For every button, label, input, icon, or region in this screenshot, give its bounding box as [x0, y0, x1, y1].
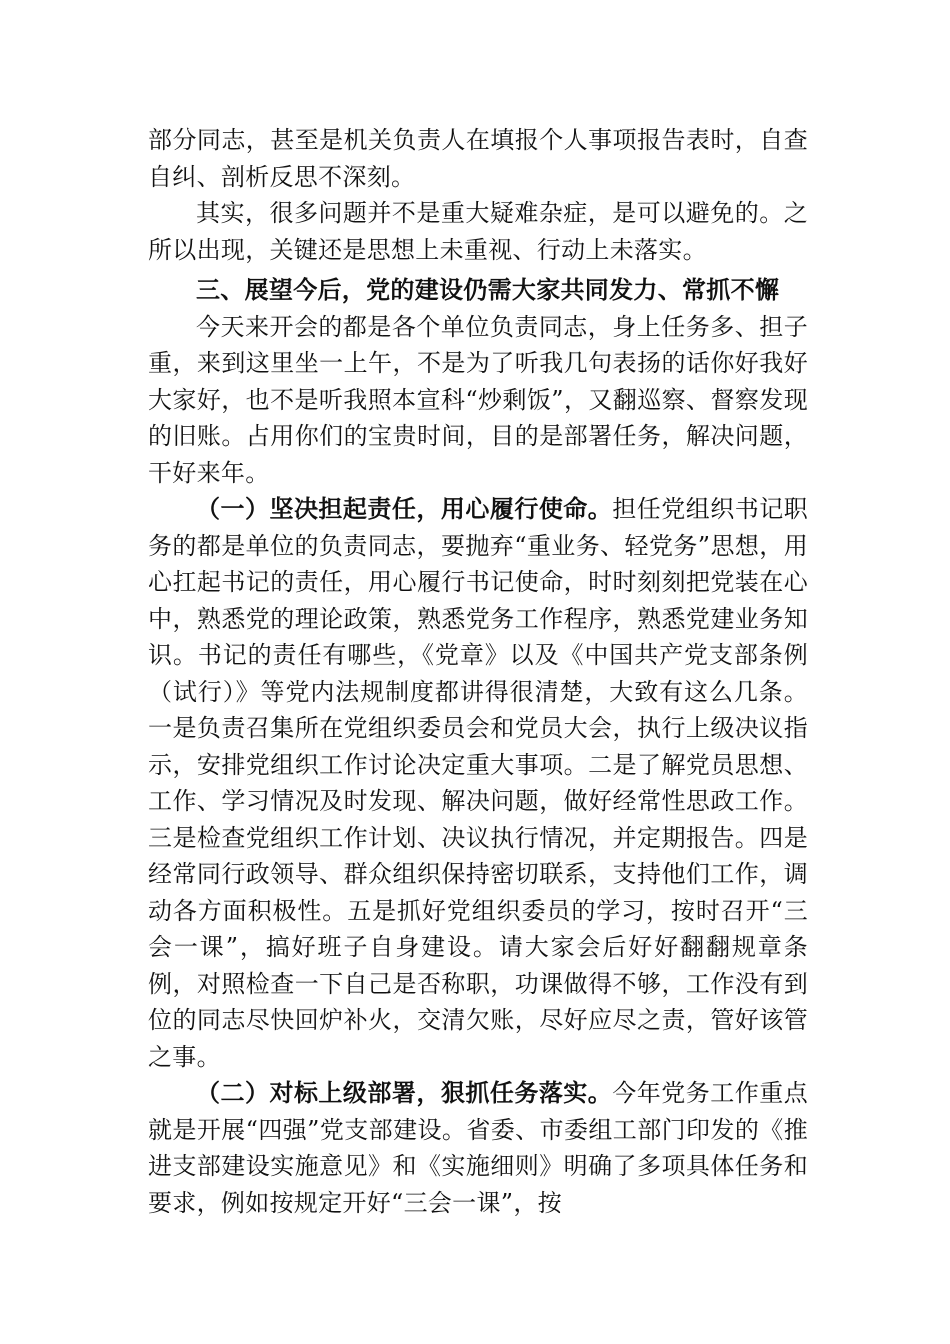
- paragraph-deployment-body: 今年党务工作重点就是开展“四强”党支部建设。省委、市委组工部门印发的《推进支部建设实施意见》和《实施细则》明确了多项具体任务和要求，例如按规定开好“三会一课”，按: [148, 1079, 808, 1217]
- section-heading-three: 三、展望今后，党的建设仍需大家共同发力、常抓不懈: [196, 276, 780, 304]
- paragraph-responsibility: [148, 491, 808, 1075]
- paragraph-continuation: 部分同志，甚至是机关负责人在填报个人事项报告表时，自查自纠、剖析反思不深刻。: [148, 126, 808, 191]
- paragraph-problems-avoidable: 其实，很多问题并不是重大疑难杂症，是可以避免的。之所以出现，关键还是思想上未重视、行动上未落实。: [148, 199, 808, 264]
- paragraph-responsibility-body: 担任党组织书记职务的都是单位的负责同志，要抛弃“重业务、轻党务”思想，用心扛起书记的责任，用心履行书记使命，时时刻刻把党装在心中，熟悉党的理论政策，熟悉党务工作程序，熟悉党建业务知识。书记的责任有哪些，《党章》以及《中国共产党支部条例（试行）》等党内法规制度都讲得很清楚，大致有这么几条。一是负责召集所在党组织委员会和党员大会，执行上级决议指示，安排党组织工作讨论决定重大事项。二是了解党员思想、工作、学习情况及时发现、解决问题，做好经常性思政工作。三是检查党组织工作计划、决议执行情况，并定期报告。四是经常同行政领导、群众组织保持密切联系，支持他们工作，调动各方面积极性。五是抓好党组织委员的学习，按时召开“三会一课”，搞好班子自身建设。请大家会后好好翻翻规章条例，对照检查一下自己是否称职，功课做得不够，工作没有到位的同志尽快回炉补火，交清欠账，尽好应尽之责，管好该管之事。: [148, 495, 808, 1071]
- paragraph-deployment: [148, 1075, 808, 1221]
- document-page: [148, 122, 808, 1221]
- sub-heading-one: （一）坚决担起责任，用心履行使命。: [196, 495, 613, 523]
- sub-heading-two: （二）对标上级部署，狠抓任务落实。: [196, 1079, 613, 1107]
- paragraph-meeting-purpose: 今天来开会的都是各个单位负责同志，身上任务多、担子重，来到这里坐一上午，不是为了听我几句表扬的话你好我好大家好，也不是听我照本宣科“炒剩饭”，又翻巡察、督察发现的旧账。占用你们的宝贵时间，目的是部署任务，解决问题，干好来年。: [148, 312, 808, 487]
